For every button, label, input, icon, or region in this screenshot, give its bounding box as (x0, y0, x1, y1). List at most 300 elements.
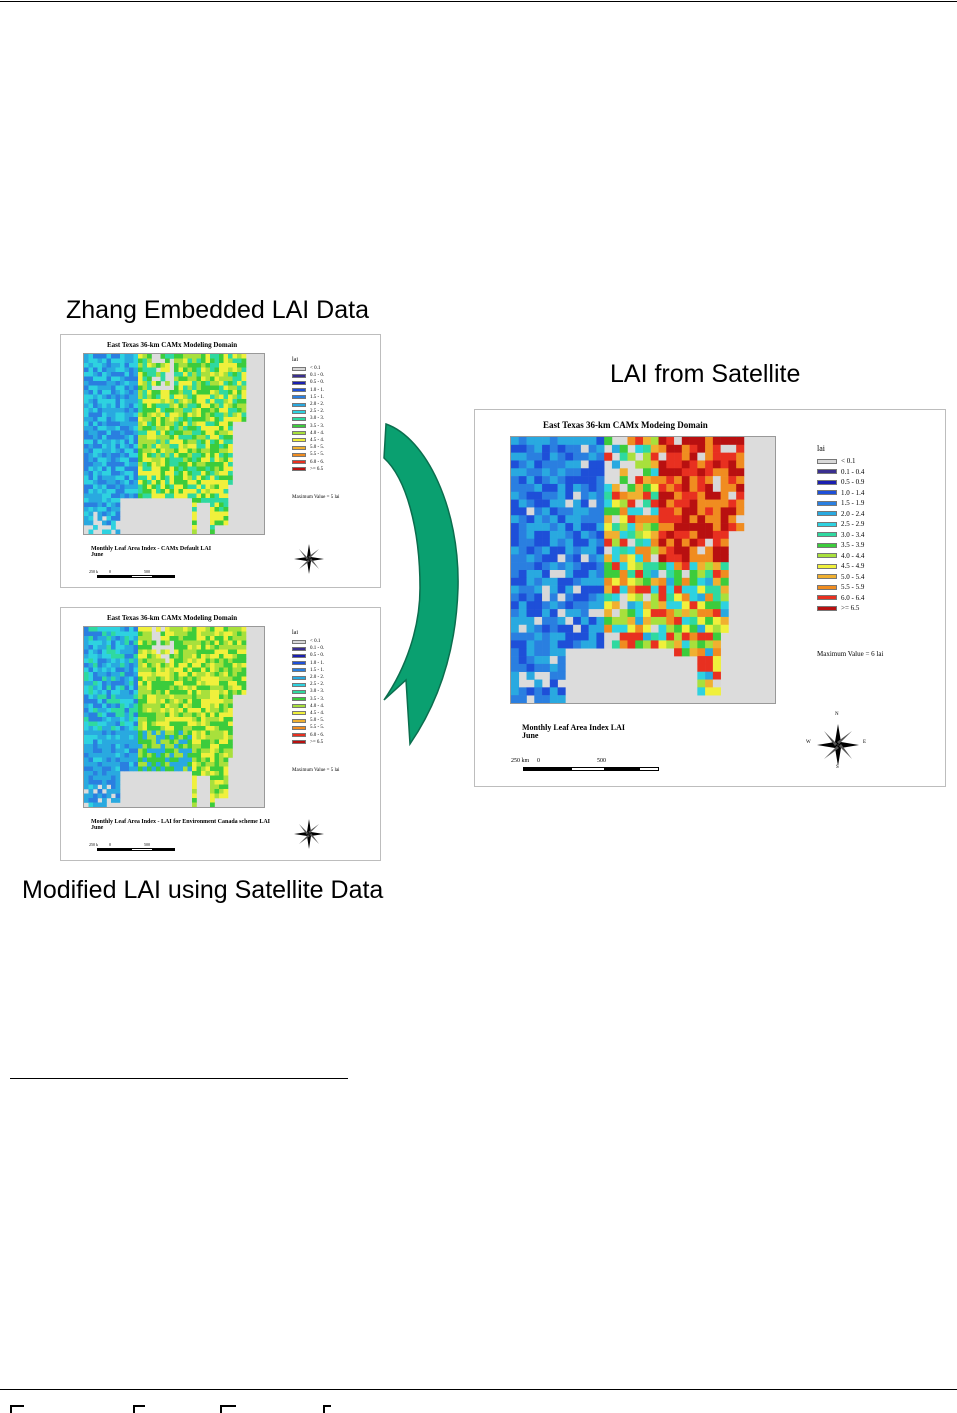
lai-grid-cell (581, 453, 589, 461)
lai-grid-cell (98, 731, 103, 736)
lai-grid-cell (111, 435, 116, 440)
lai-grid-cell (197, 650, 202, 655)
lai-grid-cell (635, 531, 643, 539)
lai-grid-cell (728, 484, 736, 492)
lai-grid-cell (219, 476, 224, 481)
lai-grid-cell (138, 381, 143, 386)
lai-grid-cell (188, 462, 193, 467)
lai-grid-cell (527, 687, 535, 695)
map-panel-default-lai (60, 334, 381, 588)
lai-grid-cell (233, 663, 238, 668)
lai-grid-cell (134, 713, 139, 718)
legend-row (292, 372, 324, 379)
lai-grid-cell (705, 507, 713, 515)
lai-grid-cell (682, 554, 690, 562)
lai-grid-cell (134, 699, 139, 704)
lai-grid-cell (542, 687, 550, 695)
lai-grid-cell (228, 645, 233, 650)
lai-grid-cell (152, 395, 157, 400)
lai-grid-cell (93, 390, 98, 395)
lai-grid-cell (152, 740, 157, 745)
lai-grid-cell (519, 476, 527, 484)
lai-grid-cell (183, 645, 188, 650)
lai-grid-cell (170, 636, 175, 641)
lai-grid-cell (102, 771, 107, 776)
lai-grid-cell (612, 601, 620, 609)
lai-grid-cell (206, 471, 211, 476)
lai-grid-cell (111, 480, 116, 485)
lai-grid-cell (138, 471, 143, 476)
lai-grid-cell (228, 368, 233, 373)
lai-grid-cell (201, 717, 206, 722)
lai-grid-cell (98, 789, 103, 794)
lai-grid-cell (651, 547, 659, 555)
lai-grid-cell (206, 762, 211, 767)
lai-grid-cell (107, 516, 112, 521)
lai-grid-cell (197, 713, 202, 718)
lai-grid-cell (682, 539, 690, 547)
lai-grid-cell (89, 440, 94, 445)
lai-grid-cell (129, 476, 134, 481)
lai-grid-cell (129, 767, 134, 772)
lai-grid-cell (143, 735, 148, 740)
lai-grid-cell (129, 699, 134, 704)
lai-grid-cell (215, 753, 220, 758)
lai-grid-cell (183, 699, 188, 704)
lai-grid-cell (170, 627, 175, 632)
lai-grid-cell (215, 749, 220, 754)
lai-grid-cell (102, 512, 107, 517)
lai-grid-cell (179, 740, 184, 745)
lai-grid-cell (210, 794, 215, 799)
map-title: East Texas 36-km CAMx Modeling Domain (107, 341, 238, 349)
lai-grid-cell (228, 363, 233, 368)
lai-grid-cell (111, 641, 116, 646)
lai-grid-cell (666, 640, 674, 648)
lai-grid-cell (125, 645, 130, 650)
lai-grid-cell (156, 663, 161, 668)
lai-grid-cell (89, 758, 94, 763)
legend-swatch (292, 640, 306, 644)
lai-grid-cell (197, 762, 202, 767)
lai-grid-cell (674, 609, 682, 617)
lai-grid-cell (192, 476, 197, 481)
lai-grid-cell (134, 722, 139, 727)
lai-grid-cell (210, 444, 215, 449)
lai-grid-cell (107, 668, 112, 673)
lai-grid-cell (713, 437, 721, 445)
lai-grid-cell (210, 525, 215, 530)
lai-grid-cell (174, 444, 179, 449)
lai-grid-cell (237, 677, 242, 682)
lai-grid-cell (215, 444, 220, 449)
lai-grid-cell (228, 744, 233, 749)
lai-grid-cell (102, 404, 107, 409)
lai-grid-cell (604, 586, 612, 594)
lai-grid-cell (138, 663, 143, 668)
lai-grid-cell (550, 484, 558, 492)
lai-grid-cell (705, 484, 713, 492)
lai-grid-cell (147, 668, 152, 673)
lai-grid-cell (224, 494, 229, 499)
lai-grid-cell (84, 776, 89, 781)
lai-grid-cell (116, 641, 121, 646)
lai-grid-cell (736, 437, 744, 445)
lai-grid-cell (107, 476, 112, 481)
lai-grid-cell (116, 785, 121, 790)
lai-grid-cell (206, 390, 211, 395)
lai-grid-cell (98, 753, 103, 758)
lai-grid-cell (728, 476, 736, 484)
lai-grid-cell (589, 539, 597, 547)
lai-grid-cell (147, 726, 152, 731)
lai-grid-cell (165, 395, 170, 400)
lai-grid-cell (224, 507, 229, 512)
lai-grid-cell (210, 381, 215, 386)
lai-grid-cell (111, 417, 116, 422)
lai-grid-cell (721, 586, 729, 594)
lai-grid-cell (682, 593, 690, 601)
lai-grid-cell (197, 489, 202, 494)
lai-grid-cell (206, 408, 211, 413)
lai-grid-cell (89, 368, 94, 373)
lai-grid-cell (107, 659, 112, 664)
lai-grid-cell (201, 404, 206, 409)
lai-grid-cell (102, 632, 107, 637)
lai-grid-cell (161, 413, 166, 418)
lai-grid-cell (224, 471, 229, 476)
lai-grid-cell (179, 713, 184, 718)
lai-grid-cell (161, 426, 166, 431)
lai-grid-cell (197, 381, 202, 386)
lai-grid-cell (183, 668, 188, 673)
lai-grid-cell (179, 726, 184, 731)
lai-grid-cell (161, 354, 166, 359)
lai-grid-cell (107, 494, 112, 499)
lai-grid-cell (219, 480, 224, 485)
lai-grid-cell (581, 492, 589, 500)
lai-grid-cell (215, 512, 220, 517)
lai-grid-cell (183, 440, 188, 445)
lai-grid-cell (179, 731, 184, 736)
lai-grid-cell (565, 617, 573, 625)
lai-grid-cell (705, 445, 713, 453)
lai-grid-cell (215, 417, 220, 422)
lai-grid-cell (152, 363, 157, 368)
lai-grid-cell (219, 462, 224, 467)
lai-grid-cell (107, 449, 112, 454)
lai-grid-cell (233, 413, 238, 418)
lai-grid-cell (210, 377, 215, 382)
lai-grid-cell (651, 593, 659, 601)
lai-legend (292, 365, 324, 473)
lai-grid-cell (210, 668, 215, 673)
lai-grid-cell (138, 444, 143, 449)
compass-rose-icon (293, 543, 325, 575)
lai-grid-cell (116, 413, 121, 418)
lai-grid-cell (635, 593, 643, 601)
lai-grid-cell (224, 453, 229, 458)
lai-grid-cell (138, 458, 143, 463)
lai-grid-cell (682, 601, 690, 609)
lai-grid-cell (116, 458, 121, 463)
lai-grid-cell (120, 704, 125, 709)
lai-grid-cell (147, 672, 152, 677)
lai-grid-cell (102, 708, 107, 713)
lai-grid-cell (519, 640, 527, 648)
lai-grid-cell (84, 654, 89, 659)
lai-grid-cell (690, 476, 698, 484)
lai-grid-cell (98, 627, 103, 632)
lai-grid-cell (581, 601, 589, 609)
lai-grid-cell (89, 399, 94, 404)
lai-grid-cell (179, 668, 184, 673)
lai-grid-cell (721, 539, 729, 547)
lai-grid-cell (134, 686, 139, 691)
lai-grid-cell (138, 413, 143, 418)
lai-grid-cell (179, 681, 184, 686)
lai-grid-cell (219, 695, 224, 700)
lai-grid-cell (120, 377, 125, 382)
lai-grid-cell (89, 789, 94, 794)
lai-grid-cell (120, 372, 125, 377)
lai-grid-cell (713, 562, 721, 570)
lai-grid-cell (120, 645, 125, 650)
lai-grid-cell (120, 354, 125, 359)
lai-grid-cell (219, 681, 224, 686)
lai-grid-cell (102, 677, 107, 682)
lai-grid-cell (125, 695, 130, 700)
lai-grid-cell (659, 531, 667, 539)
lai-grid-cell (215, 399, 220, 404)
lai-grid-cell (206, 740, 211, 745)
lai-grid-cell (134, 458, 139, 463)
lai-grid-cell (643, 539, 651, 547)
lai-grid-cell (228, 650, 233, 655)
lai-grid-cell (174, 381, 179, 386)
lai-grid-cell (134, 485, 139, 490)
lai-grid-cell (129, 395, 134, 400)
lai-grid-cell (161, 695, 166, 700)
lai-grid-cell (192, 489, 197, 494)
lai-grid-cell (674, 539, 682, 547)
lai-grid-cell (643, 640, 651, 648)
lai-grid-cell (84, 677, 89, 682)
lai-grid-cell (534, 468, 542, 476)
lai-grid-cell (219, 690, 224, 695)
lai-grid-cell (519, 562, 527, 570)
lai-grid-cell (224, 731, 229, 736)
lai-grid-cell (674, 625, 682, 633)
lai-grid-cell (511, 515, 519, 523)
lai-grid-cell (134, 762, 139, 767)
lai-grid-cell (643, 554, 651, 562)
lai-grid-cell (210, 798, 215, 803)
lai-grid-cell (620, 515, 628, 523)
lai-grid-cell (107, 654, 112, 659)
lai-grid-cell (581, 547, 589, 555)
lai-grid-cell (84, 444, 89, 449)
lai-grid-cell (120, 677, 125, 682)
lai-grid-cell (152, 431, 157, 436)
lai-grid-cell (102, 408, 107, 413)
lai-grid-cell (674, 523, 682, 531)
lai-grid-cell (651, 640, 659, 648)
lai-grid-cell (170, 708, 175, 713)
lai-grid-cell (129, 740, 134, 745)
lai-grid-cell (183, 735, 188, 740)
lai-grid-cell (183, 372, 188, 377)
lai-grid-cell (237, 690, 242, 695)
lai-grid-cell (102, 686, 107, 691)
lai-grid-cell (102, 726, 107, 731)
lai-grid-cell (143, 654, 148, 659)
lai-grid-cell (197, 354, 202, 359)
lai-grid-cell (224, 422, 229, 427)
lai-grid-cell (134, 632, 139, 637)
lai-grid-cell (111, 636, 116, 641)
lai-grid-cell (125, 740, 130, 745)
lai-grid-cell (93, 636, 98, 641)
lai-grid-cell (511, 687, 519, 695)
lai-grid-cell (138, 695, 143, 700)
lai-grid-cell (161, 435, 166, 440)
lai-grid-cell (116, 762, 121, 767)
lai-grid-cell (134, 386, 139, 391)
lai-grid-cell (612, 523, 620, 531)
lai-grid-cell (612, 578, 620, 586)
lai-grid-cell (201, 645, 206, 650)
lai-grid-cell (179, 449, 184, 454)
lai-grid-cell (224, 785, 229, 790)
lai-grid-cell (179, 476, 184, 481)
lai-grid-cell (188, 390, 193, 395)
lai-grid-cell (111, 632, 116, 637)
lai-grid-cell (206, 645, 211, 650)
lai-grid-cell (129, 440, 134, 445)
lai-grid-cell (170, 453, 175, 458)
lai-grid-cell (143, 476, 148, 481)
lai-grid-cell (242, 408, 247, 413)
compass-e-label: E (863, 740, 867, 745)
lai-grid-cell (192, 525, 197, 530)
legend-label: < 0.1 (310, 639, 321, 645)
lai-grid-cell (93, 386, 98, 391)
lai-grid-cell (197, 417, 202, 422)
lai-grid-cell (224, 695, 229, 700)
lai-grid-cell (143, 467, 148, 472)
lai-grid-cell (111, 744, 116, 749)
lai-grid-cell (233, 390, 238, 395)
lai-grid-cell (192, 377, 197, 382)
lai-grid-cell (550, 640, 558, 648)
lai-grid-cell (215, 776, 220, 781)
lai-grid-cell (111, 516, 116, 521)
lai-grid-cell (129, 627, 134, 632)
scale-segment (109, 848, 131, 851)
lai-grid-cell (659, 507, 667, 515)
lai-grid-cell (179, 744, 184, 749)
legend-swatch (292, 647, 306, 651)
lai-grid-cell (143, 453, 148, 458)
lai-grid-cell (643, 515, 651, 523)
lai-grid-cell (192, 668, 197, 673)
lai-grid-cell (666, 570, 674, 578)
lai-grid-cell (224, 489, 229, 494)
lai-grid-cell (183, 690, 188, 695)
lai-grid-cell (228, 681, 233, 686)
lai-grid-cell (224, 650, 229, 655)
lai-grid-cell (219, 740, 224, 745)
legend-swatch (292, 683, 306, 687)
lai-grid-cell (228, 386, 233, 391)
lai-grid-cell (138, 390, 143, 395)
lai-grid-cell (120, 390, 125, 395)
lai-grid-cell (201, 435, 206, 440)
lai-grid-cell (192, 395, 197, 400)
lai-grid-cell (89, 753, 94, 758)
lai-grid-cell (93, 417, 98, 422)
lai-grid-cell (713, 578, 721, 586)
lai-grid-cell (682, 617, 690, 625)
lai-grid-cell (98, 636, 103, 641)
lai-grid-cell (89, 489, 94, 494)
legend-swatch (292, 661, 306, 665)
legend-row (817, 603, 864, 614)
lai-grid-cell (224, 395, 229, 400)
lai-grid-cell (84, 713, 89, 718)
lai-grid-cell (210, 453, 215, 458)
lai-grid-cell (527, 640, 535, 648)
lai-grid-cell (116, 668, 121, 673)
lai-grid-cell (206, 650, 211, 655)
lai-grid-cell (219, 650, 224, 655)
lai-grid-cell (596, 554, 604, 562)
lai-grid-cell (98, 749, 103, 754)
lai-grid-cell (210, 636, 215, 641)
lai-grid-cell (89, 449, 94, 454)
lai-grid-cell (165, 494, 170, 499)
lai-grid-cell (201, 408, 206, 413)
lai-grid-cell (84, 426, 89, 431)
lai-grid-cell (129, 641, 134, 646)
lai-grid-cell (635, 500, 643, 508)
lai-grid-cell (215, 654, 220, 659)
lai-grid-cell (174, 462, 179, 467)
lai-grid-cell (93, 771, 98, 776)
lai-grid-cell (589, 640, 597, 648)
lai-grid-cell (596, 539, 604, 547)
lai-grid-cell (111, 404, 116, 409)
lai-grid-cell (519, 500, 527, 508)
lai-grid-cell (705, 640, 713, 648)
lai-grid-cell (156, 704, 161, 709)
lai-grid-cell (147, 386, 152, 391)
lai-grid-cell (215, 426, 220, 431)
lai-grid-cell (542, 476, 550, 484)
lai-grid-cell (534, 500, 542, 508)
lai-grid-cell (589, 476, 597, 484)
legend-swatch (292, 697, 306, 701)
lai-grid-cell (111, 458, 116, 463)
lai-grid-cell (89, 749, 94, 754)
lai-grid-cell (84, 735, 89, 740)
lai-grid-cell (589, 468, 597, 476)
lai-grid-cell (188, 372, 193, 377)
lai-grid-cell (183, 404, 188, 409)
lai-grid-cell (589, 562, 597, 570)
lai-grid-cell (666, 445, 674, 453)
